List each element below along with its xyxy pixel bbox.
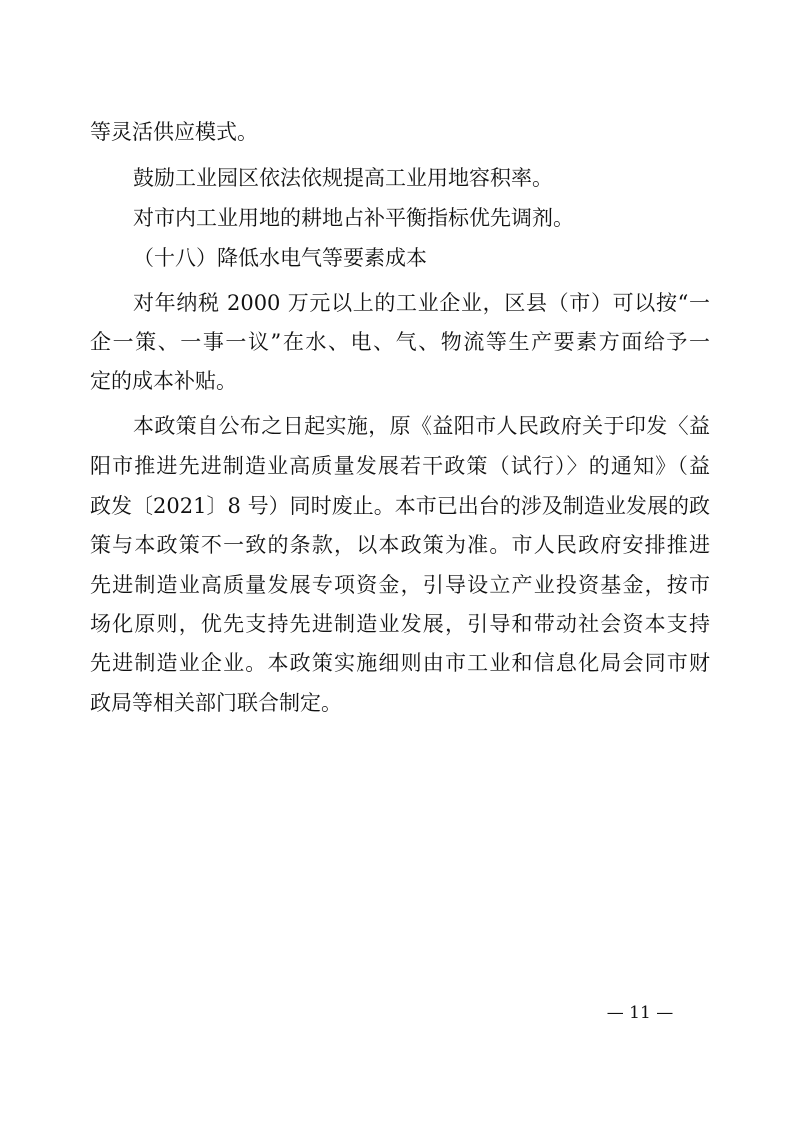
- text-line-12: 先进制造业高质量发展专项资金，引导设立产业投资基金，按市: [90, 573, 710, 597]
- text-line-13: 场化原则，优先支持先进制造业发展，引导和带动社会资本支持: [90, 612, 710, 636]
- text-line-2: 鼓励工业园区依法依规提高工业用地容积率。: [133, 166, 553, 190]
- text-line-7: 定的成本补贴。: [90, 369, 237, 393]
- text-line-9: 阳市推进先进制造业高质量发展若干政策（试行）〉的通知》（益: [90, 454, 710, 478]
- text-line-5: 对年纳税 2000 万元以上的工业企业，区县（市）可以按“一: [133, 291, 710, 315]
- text-line-8: 本政策自公布之日起实施，原《益阳市人民政府关于印发〈益: [133, 414, 710, 438]
- section-heading: （十八）降低水电气等要素成本: [133, 246, 427, 270]
- text-line-10: 政发〔2021〕8 号）同时废止。本市已出台的涉及制造业发展的政: [90, 494, 710, 518]
- text-line-3: 对市内工业用地的耕地占补平衡指标优先调剂。: [133, 206, 574, 230]
- text-line-15: 政局等相关部门联合制定。: [90, 691, 342, 715]
- text-line-11: 策与本政策不一致的条款，以本政策为准。市人民政府安排推进: [90, 533, 710, 557]
- text-line-1: 等灵活供应模式。: [90, 120, 258, 144]
- text-line-6: 企一策、一事一议”在水、电、气、物流等生产要素方面给予一: [90, 330, 710, 354]
- page-number: — 11 —: [606, 1003, 674, 1023]
- text-line-14: 先进制造业企业。本政策实施细则由市工业和信息化局会同市财: [90, 651, 710, 675]
